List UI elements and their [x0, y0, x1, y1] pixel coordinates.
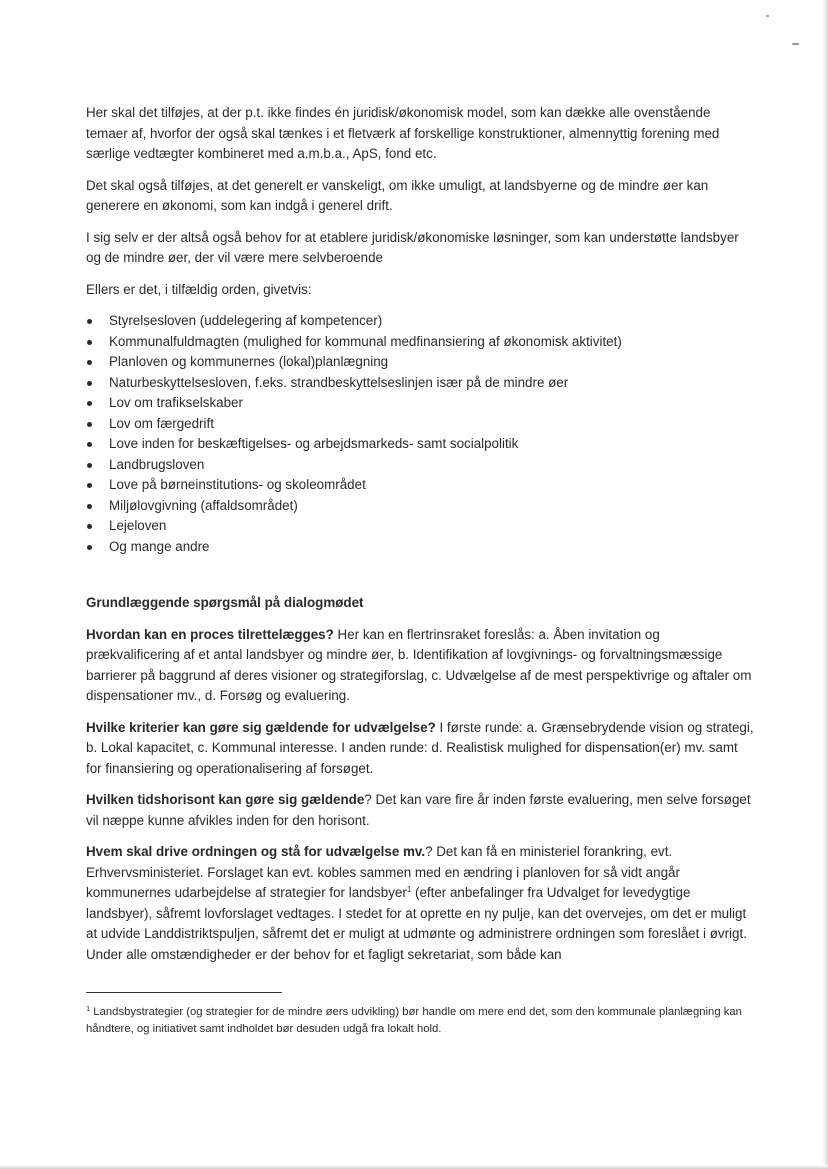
list-item: Lov om færgedrift [86, 414, 754, 435]
paragraph-4: Ellers er det, i tilfældig orden, givetvis: [86, 281, 312, 297]
footnote-separator [86, 992, 282, 993]
scan-speck [792, 43, 799, 45]
question-title: Hvilken tidshorisont kan gøre sig gældende [86, 792, 365, 807]
document-body [86, 103, 754, 976]
question-answer-continued: (efter anbefalinger fra Udvalget for levedygtige landsbyer), såfremt lovforslaget vedtages. I stedet for at oprette en ny pulje, kan det overvejes, om det er muligt at udvide Landdistriktspuljen, såfremt det er muligt at udmønte og administrere ordningen som foreslået i øvrigt. Under alle omstændigheder er der behov for et fagligt sekretariat, som både kan [86, 885, 747, 962]
question-answer: ? Det kan vare fire år inden første evaluering, men selve forsøget vil næppe kunne afvikles inden for den horisont. [86, 792, 751, 828]
list-item: Og mange andre [86, 537, 754, 558]
page-bottom-shadow [0, 1165, 828, 1169]
list-item: Landbrugsloven [86, 455, 754, 476]
list-item: Kommunalfuldmagten (mulighed for kommunal medfinansiering af økonomisk aktivitet) [86, 332, 754, 353]
footnote [86, 1004, 746, 1038]
section-heading: Grundlæggende spørgsmål på dialogmødet [86, 595, 364, 610]
question-title: Hvordan kan en proces tilrettelægges? [86, 626, 334, 642]
list-item: Love inden for beskæftigelses- og arbejdsmarkeds- samt socialpolitik [86, 434, 754, 455]
page-edge-shadow [822, 0, 828, 1169]
question-title: Hvilke kriterier kan gøre sig gældende for udvælgelse? [86, 719, 436, 735]
question-paragraph [86, 790, 754, 831]
paragraph-1: Her skal det tilføjes, at der p.t. ikke findes én juridisk/økonomisk model, som kan dække alle ovenstående temaer af, hvorfor der også skal tænkes i et fletværk af forskellige konstruktioner, almennyttig forening med særlige vedtægter kombineret med a.m.b.a., ApS, fond etc. [86, 105, 720, 161]
list-item: Lov om trafikselskaber [86, 393, 754, 414]
question-paragraph [86, 718, 754, 780]
question-answer: Her kan en flertrinsraket foreslås: a. Åben invitation og prækvalificering af et antal landsbyer og mindre øer, b. Identifikation af lovgivnings- og forvaltningsmæssige barrierer på baggrund af deres visioner og strategiforslag, c. Udvælgelse af de mest perspektivrige og aftaler om dispensationer mv., d. Forsøg og evaluering. [86, 626, 752, 703]
scan-speck [766, 15, 769, 17]
question-paragraph [86, 625, 754, 707]
footnote-number: 1 [86, 1004, 91, 1013]
law-list [86, 311, 754, 557]
question-title: Hvem skal drive ordningen og stå for udvælgelse mv. [86, 844, 426, 859]
list-item: Styrelsesloven (uddelegering af kompetencer) [86, 311, 754, 332]
list-item: Miljølovgivning (affaldsområdet) [86, 496, 754, 517]
question-answer: I første runde: a. Grænsebrydende vision og strategi, b. Lokal kapacitet, c. Kommunal interesse. I anden runde: d. Realistisk mulighed for dispensation(er) mv. samt for finansiering og operationalisering af forsøget. [86, 719, 754, 776]
paragraph-2: Det skal også tilføjes, at det generelt er vanskeligt, om ikke umuligt, at landsbyerne og de mindre øer kan generere en økonomi, som kan indgå i generel drift. [86, 177, 709, 213]
question-paragraph [86, 842, 754, 965]
list-item: Planloven og kommunernes (lokal)planlægning [86, 352, 754, 373]
list-item: Love på børneinstitutions- og skoleområdet [86, 475, 754, 496]
footnote-text: Landsbystrategier (og strategier for de mindre øers udvikling) bør handle om mere end det, som den kommunale planlægning kan håndtere, og initiativet samt indholdet bør desuden udgå fra lokalt hold. [86, 1006, 742, 1035]
question-answer: ? Det kan få en ministeriel forankring, evt. Erhvervsministeriet. Forslaget kan evt. kobles sammen med en ændring i planloven for så vidt angår kommunernes udarbejdelse af strategier for landsbyer [86, 844, 680, 900]
paragraph-3: I sig selv er der altså også behov for at etablere juridisk/økonomiske løsninger, som kan understøtte landsbyer og de mindre øer, der vil være mere selvberoende [86, 229, 739, 265]
footnote-reference: 1 [406, 885, 412, 894]
list-item: Lejeloven [86, 516, 754, 537]
list-item: Naturbeskyttelsesloven, f.eks. strandbeskyttelseslinjen især på de mindre øer [86, 373, 754, 394]
